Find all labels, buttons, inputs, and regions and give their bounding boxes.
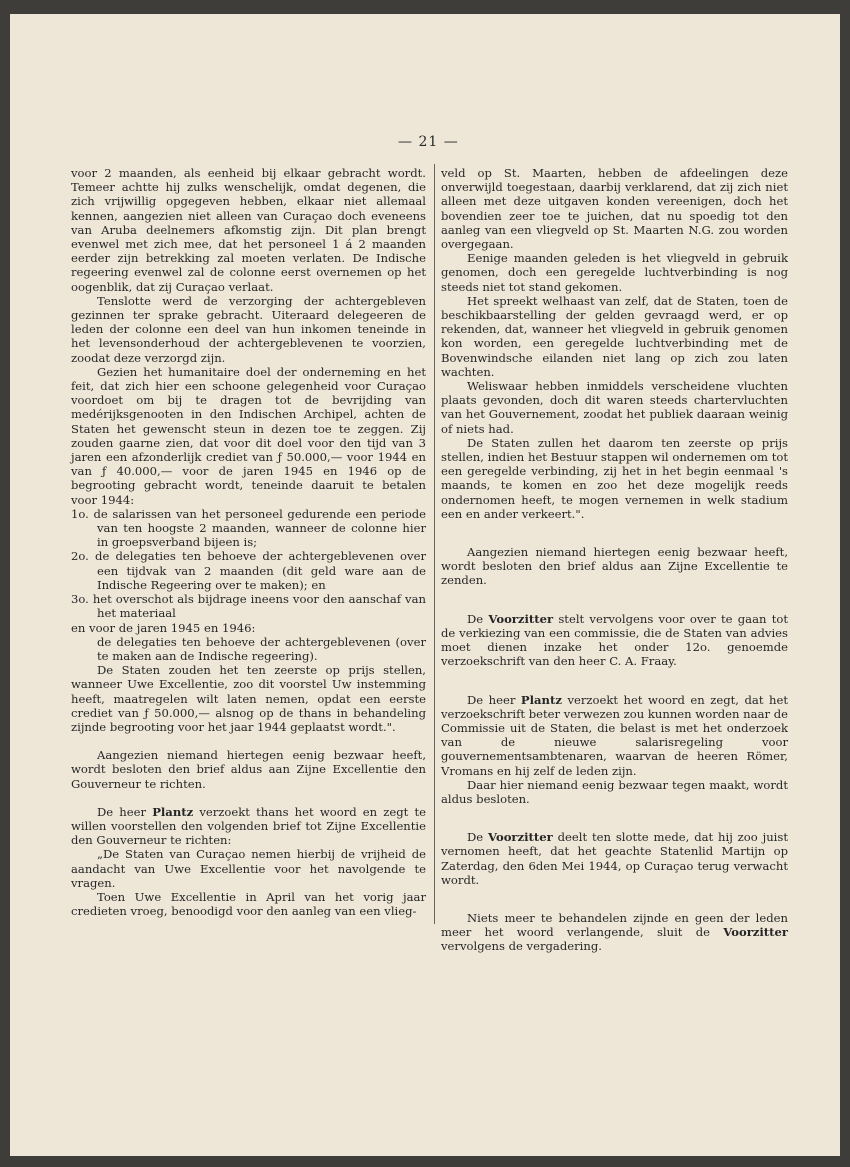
paragraph [441,612,788,669]
text-run: stelt vervolgens voor over te gaan tot de verkiezing van een commissie, die de Staten van advies moet dienen inzake het onder 12o. genoemde verzoekschrift van den heer C. A. Fraay. [441,611,789,669]
speaker-name: Voorzitter [488,830,553,845]
paragraph: en voor de jaren 1945 en 1946: [71,620,256,635]
text-run: De heer [467,692,521,707]
paragraph: de delegaties ten behoeve der achtergeblevenen (over te maken aan de Indische regeering). [97,634,426,663]
text-run: De heer [97,804,153,819]
left-column [71,166,426,918]
speaker-name: Plantz [520,692,562,707]
paragraph [71,805,426,848]
paragraph: Daar hier niemand eenig bezwaar tegen maakt, wordt aldus besloten. [441,777,788,806]
speaker-name: Voorzitter [488,611,554,626]
paragraph: Het spreekt welhaast van zelf, dat de Staten, toen de beschikbaarstelling der gelden gevraagd werd, er op rekenden, dat, wanneer het vliegveld in gebruik genomen kon worden, een geregelde luchtverbinding met de Bovenwindsche eilanden niet lang op zich zou laten wachten. [441,293,788,379]
paragraph: veld op St. Maarten, hebben de afdeelingen deze onverwijld toegestaan, daarbij verklarend, dat zij zich niet alleen met deze uitgaven konden vereenigen, doch het bovendien zeer toe te juichen, dat nu spoedig tot den aanleg van een vliegveld op St. Maarten N.G. zou worden overgegaan. [441,166,788,252]
paragraph: voor 2 maanden, als eenheid bij elkaar gebracht wordt. Temeer achtte hij zulks wenschelijk, omdat degenen, die zich vrijwillig opgegeven hebben, elkaar niet allemaal kennen, aangezien niet alleen van Curaçao doch eveneens van Aruba deelnemers afkomstig zijn. Dit plan brengt evenwel met zich mee, dat het personeel 1 á 2 maanden eerder zijn betrekking zal moeten verlaten. De Indische regeering evenwel zal de colonne eerst overnemen op het oogenblik, dat zij Curaçao verlaat. [71,166,426,294]
paragraph [441,830,788,887]
paragraph: De Staten zullen het daarom ten zeerste op prijs stellen, indien het Bestuur stappen wil ondernemen om tot een geregelde verbinding, zij het in het begin eenmaal 's maands, te komen en zoo het deze mogelijk reeds ondernomen heeft, te mogen vernemen in welk stadium een en ander verkeert.". [441,435,788,521]
document-page [10,14,840,1156]
paragraph: De Staten zouden het ten zeerste op prijs stellen, wanneer Uwe Excellentie, zoo dit voorstel Uw instemming heeft, maatregelen wilt laten nemen, opdat een eerste crediet van ƒ 50.000,— alsnog op de thans in behandeling zijnde begrooting voor het jaar 1944 geplaatst wordt.". [71,663,426,734]
column-divider [434,164,435,924]
paragraph: Eenige maanden geleden is het vliegveld in gebruik genomen, doch een geregelde luchtverbinding is nog steeds niet tot stand gekomen. [441,251,788,294]
speaker-name: Plantz [152,804,194,819]
paragraph: Aangezien niemand hiertegen eenig bezwaar heeft, wordt besloten den brief aldus aan Zijne Excellentie te zenden. [441,545,788,588]
text-run: vervolgens de vergadering. [441,939,602,954]
list-item: 1o. de salarissen van het personeel gedurende een periode van ten hoogste 2 maanden, wanneer de colonne hier in groepsverband bijeen is; [71,506,426,550]
right-column [441,166,788,954]
paragraph [441,693,788,778]
paragraph: Toen Uwe Excellentie in April van het vorig jaar credieten vroeg, benoodigd voor den aanleg van een vlieg- [71,889,426,919]
paragraph: Gezien het humanitaire doel der onderneming en het feit, dat zich hier een schoone gelegenheid voor Curaçao voordoet om bij te dragen tot de bevrijding van medérijksgenooten in den Indischen Archipel, achten de Staten het gewenscht steun in dezen toe te zeggen. Zij zouden gaarne zien, dat voor dit doel voor den tijd van 3 jaren een afzonderlijk crediet van ƒ 50.000,— voor 1944 en van ƒ 40.000,— voor de jaren 1945 en 1946 op de begrooting gebracht wordt, teneinde daaruit te betalen voor 1944: [71,364,426,507]
text-run: verzoekt thans het woord en zegt te willen voorstellen den volgenden brief tot Zijne Excellentie den Gouverneur te richten: [71,804,426,848]
speaker-name: Voorzitter [723,925,788,940]
paragraph: „De Staten van Curaçao nemen hierbij de vrijheid de aandacht van Uwe Excellentie voor het navolgende te vragen. [71,847,426,890]
text-run: Niets meer te behandelen zijnde en geen der leden meer het woord verlangende, sluit de [441,910,788,940]
text-run: De [467,830,489,845]
text-run: deelt ten slotte mede, dat hij zoo juist vernomen heeft, dat het geachte Statenlid Martijn op Zaterdag, den 6den Mei 1944, op Curaçao terug verwacht wordt. [441,830,788,887]
page-number: — 21 — [398,134,459,150]
paragraph: Tenslotte werd de verzorging der achtergebleven gezinnen ter sprake gebracht. Uiteraard delegeeren de leden der colonne een deel van hun inkomen teneinde in het levensonderhoud der achtergeblevenen te voorzien, zoodat deze verzorgd zijn. [71,293,426,365]
list-item: 2o. de delegaties ten behoeve der achtergeblevenen over een tijdvak van 2 maanden (dit geld ware aan de Indische Regeering over te maken); en [71,549,426,592]
paragraph: Aangezien niemand hiertegen eenig bezwaar heeft, wordt besloten den brief aldus aan Zijne Excellentie den Gouverneur te richten. [71,748,426,791]
text-run: De [467,611,489,626]
paragraph: Weliswaar hebben inmiddels verscheidene vluchten plaats gevonden, doch dit waren steeds chartervluchten van het Gouvernement, zoodat het publiek daaraan weinig of niets had. [441,379,788,436]
list-item: 3o. het overschot als bijdrage ineens voor den aanschaf van het materiaal [71,592,426,621]
text-run: verzoekt het woord en zegt, dat het verzoekschrift beter verwezen zou kunnen worden naar de Commissie uit de Staten, die belast is met het onderzoek van de nieuwe salarisregeling voor gouvernementsambtenaren, waarvan de heeren Römer, Vromans en hij zelf de leden zijn. [441,692,788,778]
paragraph [441,911,788,954]
